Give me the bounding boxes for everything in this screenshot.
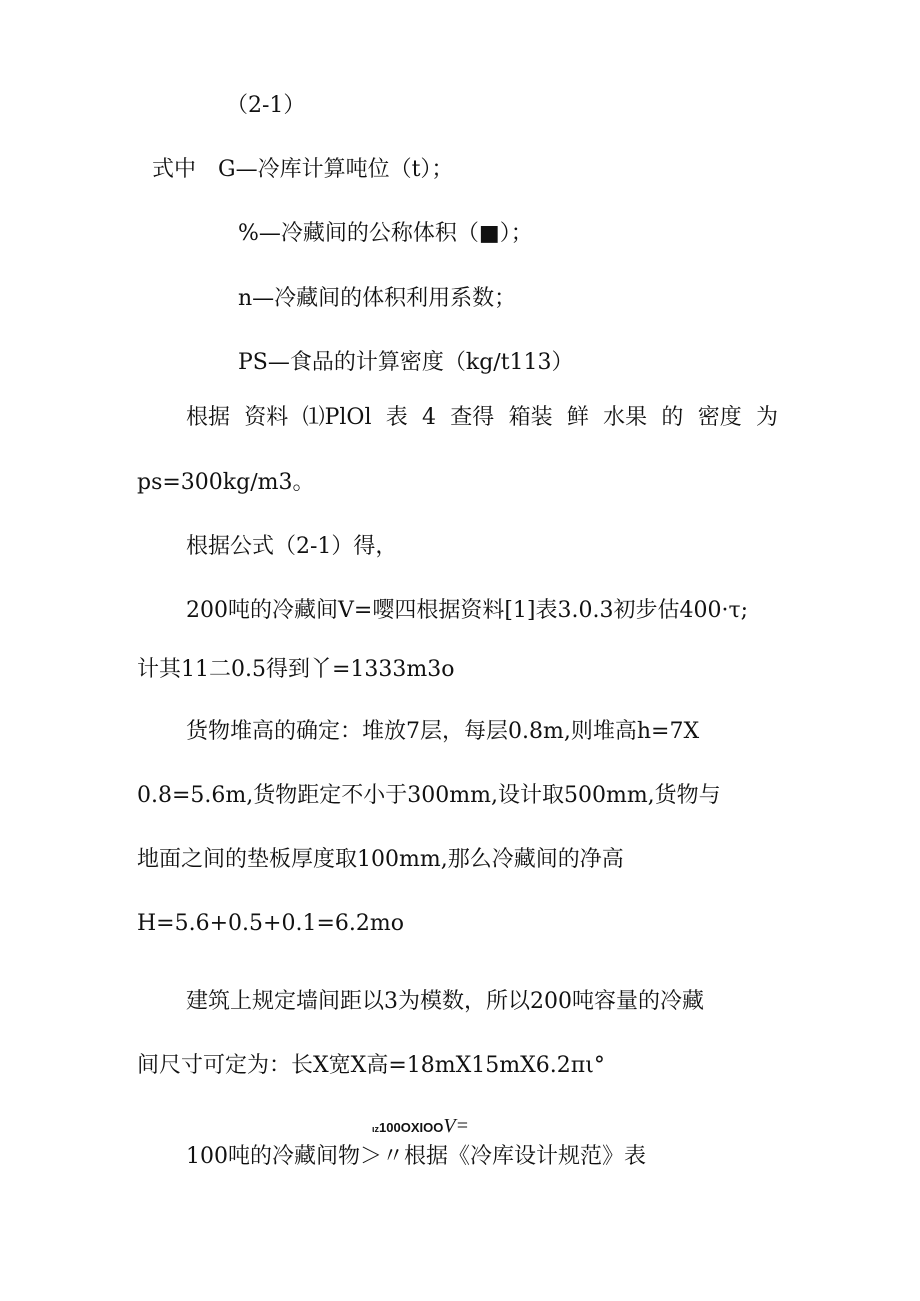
word: 表 xyxy=(385,405,408,430)
volume-200t: 200吨的冷藏间V=嘤四根据资料[1]表3.0.3初步估400·τ; xyxy=(186,598,749,623)
volume-result: 计其11二0.5得到丫=1333m3o xyxy=(137,657,455,682)
stack-height-line-1: 货物堆高的确定：堆放7层，每层0.8m,则堆高h=7X xyxy=(186,719,700,744)
word: 4 xyxy=(422,405,437,430)
word: ⑴PlOl xyxy=(302,405,372,430)
equation-number: （2-1） xyxy=(226,93,306,118)
word: 密度 xyxy=(697,405,742,430)
formula-variable: V= xyxy=(443,1115,470,1137)
net-height-result: H=5.6+0.5+0.1=6.2mo xyxy=(137,911,404,936)
inline-formula-fragment xyxy=(372,1115,470,1137)
word: 根据 xyxy=(186,405,231,430)
room-dimensions: 间尺寸可定为：长X宽X高=18mX15mX6.2πι° xyxy=(137,1053,605,1078)
formula-reference: 根据公式（2-1）得， xyxy=(186,534,398,559)
formula-prefix: ιz xyxy=(372,1124,380,1134)
word: 为 xyxy=(755,405,778,430)
word: 查得 xyxy=(450,405,495,430)
definition-density: PS—食品的计算密度（kg∕t113） xyxy=(238,350,574,375)
definition-utilization: n—冷藏间的体积利用系数； xyxy=(238,286,517,311)
word: 资料 xyxy=(244,405,289,430)
definition-intro: 式中 G—冷库计算吨位（t）； xyxy=(152,157,454,182)
word: 鲜 xyxy=(566,405,589,430)
word: 水果 xyxy=(603,405,648,430)
density-lookup-line xyxy=(186,404,778,432)
formula-main: 100OXIOO xyxy=(379,1120,444,1135)
stack-height-line-3: 地面之间的垫板厚度取100mm,那么冷藏间的净高 xyxy=(137,847,624,872)
word: 的 xyxy=(661,405,684,430)
definition-volume: %—冷藏间的公称体积（■）； xyxy=(238,221,533,246)
stack-height-line-2: 0.8=5.6m,货物距定不小于300mm,设计取500mm,货物与 xyxy=(137,783,721,808)
word: 箱装 xyxy=(508,405,553,430)
volume-100t: 100吨的冷藏间物＞〃根据《冷库设计规范》表 xyxy=(186,1144,646,1169)
density-value: ps=300kg∕m3。 xyxy=(137,470,315,495)
modulus-rule: 建筑上规定墙间距以3为模数，所以200吨容量的冷藏 xyxy=(186,989,704,1014)
